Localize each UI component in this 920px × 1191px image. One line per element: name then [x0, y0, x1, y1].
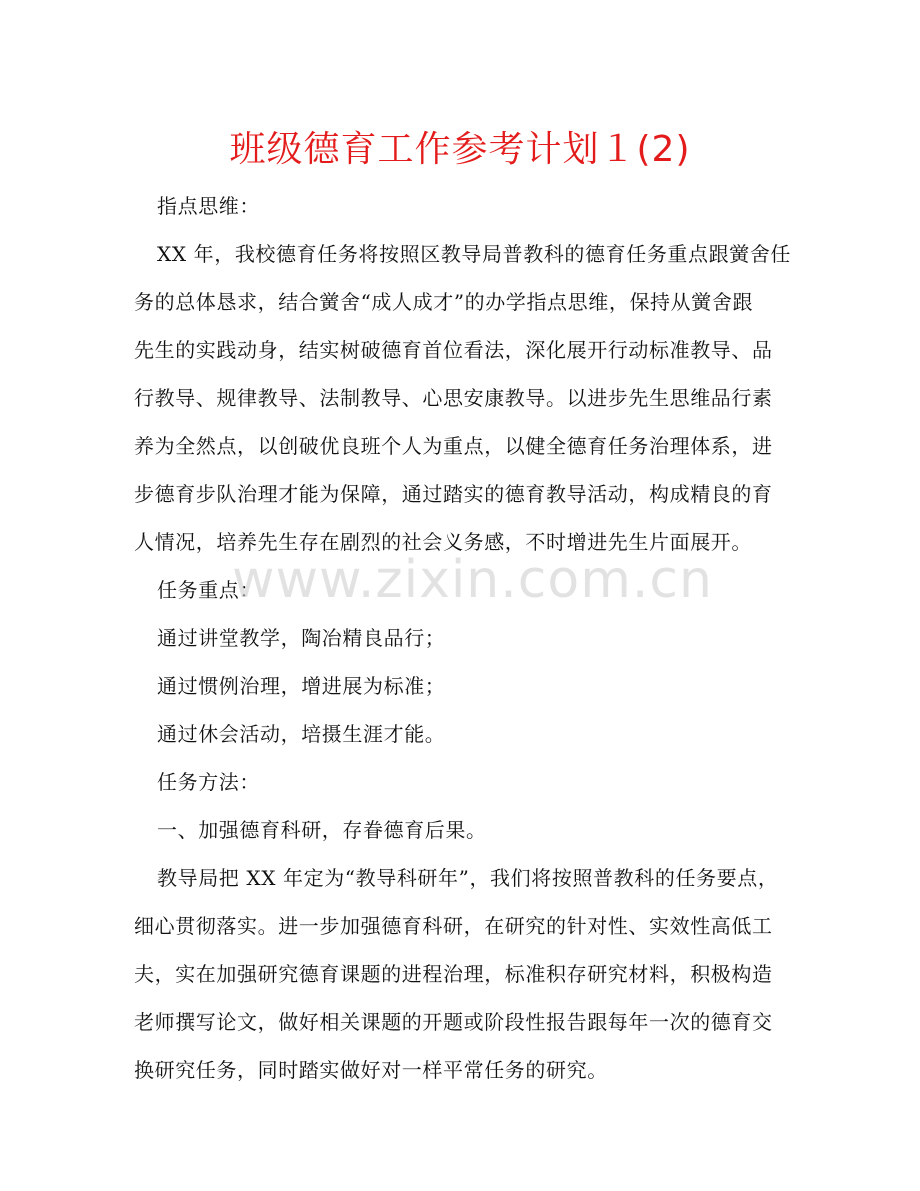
paragraph-line: 夫，实在加强研究德育课题的进程治理，标准积存研究材料，积极构造 — [134, 962, 773, 986]
paragraph-line: XX 年，我校德育任务将按照区教导局普教科的德育任务重点跟黉舍任 — [157, 242, 792, 266]
paragraph-line: 细心贯彻落实。进一步加强德育科研，在研究的针对性、实效性高低工 — [134, 914, 773, 938]
list-item: 通过惯例治理，增进展为标准； — [157, 674, 446, 698]
paragraph-line: 务的总体恳求，结合黉舍“成人成才”的办学指点思维，保持从黉舍跟 — [134, 290, 754, 314]
heading-task-methods: 任务方法： — [157, 770, 260, 794]
paragraph-line: 教导局把 XX 年定为“教导科研年”，我们将按照普教科的任务要点， — [157, 866, 779, 890]
paragraph-line: 先生的实践动身，结实树破德育首位看法，深化展开行动标准教导、品 — [134, 338, 773, 362]
paragraph-line: 行教导、规律教导、法制教导、心思安康教导。以进步先生思维品行素 — [134, 386, 773, 410]
paragraph-line: 人情况，培养先生存在剧烈的社会义务感，不时增进先生片面展开。 — [134, 530, 752, 554]
watermark-text: www.zixin.com.cn — [232, 550, 713, 610]
paragraph-line: 换研究任务，同时踏实做好对一样平常任务的研究。 — [134, 1058, 608, 1082]
list-item: 通过休会活动，培摄生涯才能。 — [157, 722, 446, 746]
paragraph-line: 步德育步队治理才能为保障，通过踏实的德育教导活动，构成精良的育 — [134, 482, 773, 506]
section-heading: 一、加强德育科研，存眷德育后果。 — [157, 818, 487, 842]
document-title: 班级德育工作参考计划１(2) — [229, 129, 691, 170]
list-item: 通过讲堂教学，陶冶精良品行； — [157, 626, 446, 650]
heading-guiding-thought: 指点思维： — [157, 194, 260, 218]
paragraph-line: 老师撰写论文，做好相关课题的开题或阶段性报告跟每年一次的德育交 — [134, 1010, 773, 1034]
paragraph-line: 养为全然点，以创破优良班个人为重点，以健全德育任务治理体系，进 — [134, 434, 773, 458]
heading-task-focus: 任务重点： — [157, 578, 260, 602]
